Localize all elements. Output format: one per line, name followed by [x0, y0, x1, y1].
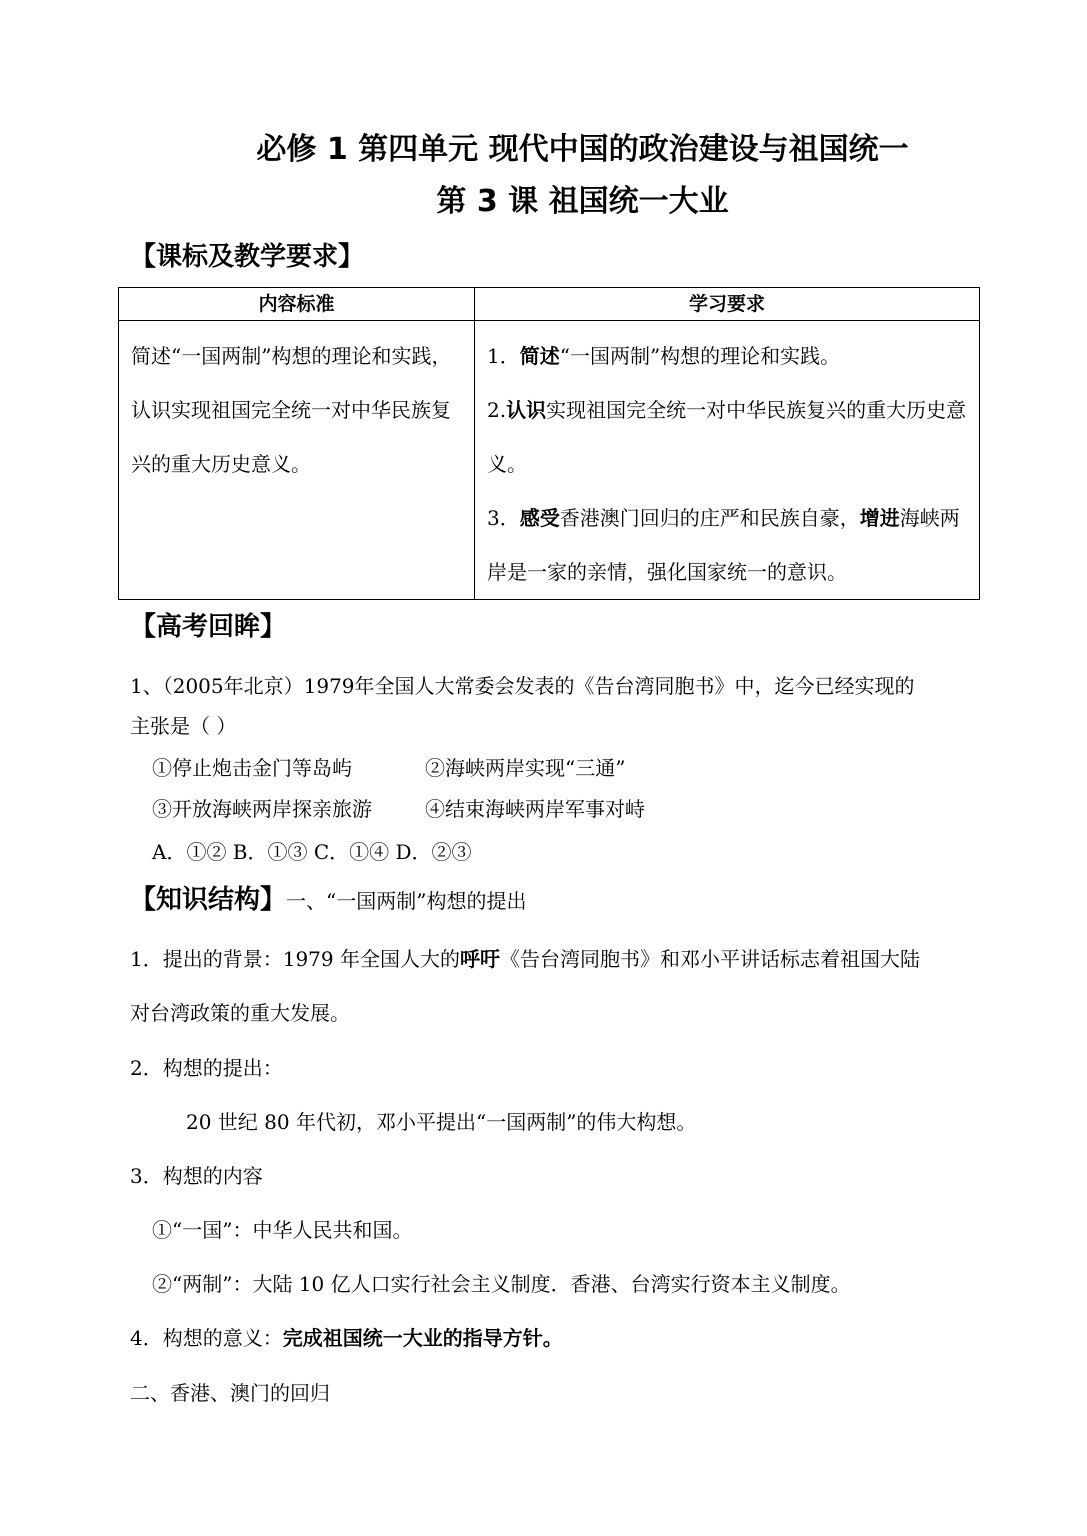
section-heading-exam: 【高考回眸】: [130, 612, 287, 642]
requirements-cell: [475, 321, 980, 600]
section-two-heading: 二、香港、澳门的回归: [130, 1381, 330, 1405]
knowledge-point-3: 3．构想的内容: [130, 1164, 263, 1188]
col-header-content: 内容标准: [119, 288, 475, 321]
knowledge-point-1: 1．提出的背景：1979 年全国人大的呼吁《告台湾同胞书》和邓小平讲话标志着祖国大陆: [130, 947, 920, 971]
section-heading-knowledge: 【知识结构】一、“一国两制”构想的提出: [130, 885, 527, 915]
knowledge-point-2: 2．构想的提出：: [130, 1056, 283, 1080]
exam-answer-choices: A．①② B．①③ C．①④ D．②③: [152, 840, 472, 864]
content-standard-text: 简述“一国两制”构想的理论和实践，认识实现祖国完全统一对中华民族复兴的重大历史意义。: [131, 344, 452, 476]
exam-option-4: ④结束海峡两岸军事对峙: [425, 797, 645, 821]
knowledge-point-3-item1: ①“一国”：中华人民共和国。: [152, 1218, 413, 1242]
knowledge-point-4: 4．构想的意义：完成祖国统一大业的指导方针。: [130, 1326, 563, 1350]
standards-table: [118, 287, 980, 600]
exam-question-line2: 主张是（ ）: [130, 714, 237, 738]
page-title: 必修 1 第四单元 现代中国的政治建设与祖国统一: [256, 132, 909, 167]
requirement-item: 2.认识实现祖国完全统一对中华民族复兴的重大历史意义。: [487, 398, 967, 476]
lesson-title: 第 3 课 祖国统一大业: [436, 184, 729, 219]
requirement-item: 1．简述“一国两制”构想的理论和实践。: [487, 344, 841, 368]
exam-option-2: ②海峡两岸实现“三通”: [425, 756, 626, 780]
content-standard-cell: [119, 321, 475, 600]
knowledge-point-2-detail: 20 世纪 80 年代初，邓小平提出“一国两制”的伟大构想。: [186, 1110, 697, 1134]
exam-question-line1: 1、（2005年北京）1979年全国人大常委会发表的《告台湾同胞书》中，迄今已经实现的: [130, 674, 915, 698]
knowledge-subheading: 一、“一国两制”构想的提出: [286, 889, 527, 913]
exam-option-3: ③开放海峡两岸探亲旅游: [152, 797, 372, 821]
knowledge-point-3-item2: ②“两制”：大陆 10 亿人口实行社会主义制度．香港、台湾实行资本主义制度。: [152, 1272, 851, 1296]
section-heading-standards: 【课标及教学要求】: [130, 242, 365, 272]
knowledge-point-1-cont: 对台湾政策的重大发展。: [130, 1001, 350, 1025]
col-header-requirements: 学习要求: [475, 288, 980, 321]
exam-option-1: ①停止炮击金门等岛屿: [152, 756, 352, 780]
requirement-item: 3．感受香港澳门回归的庄严和民族自豪，增进海峡两岸是一家的亲情，强化国家统一的意识。: [487, 506, 960, 584]
